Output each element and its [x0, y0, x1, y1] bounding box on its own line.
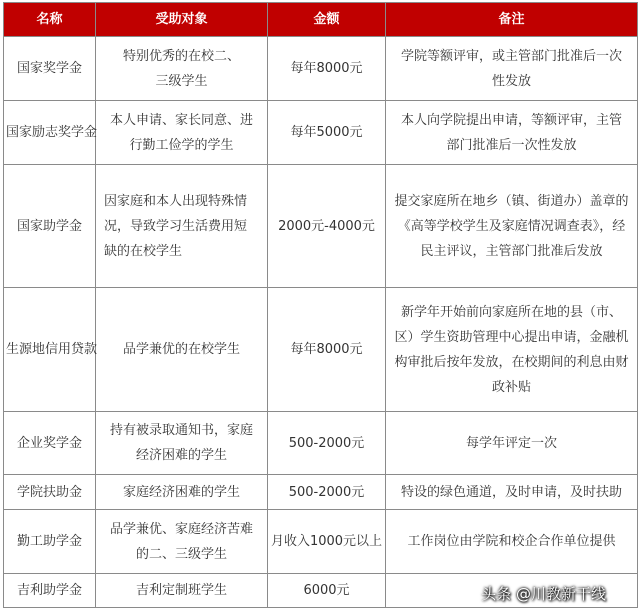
header-name: 名称 — [4, 3, 96, 37]
cell-recipient: 特别优秀的在校二、三级学生 — [96, 37, 268, 101]
cell-recipient: 本人申请、家长同意、进行勤工俭学的学生 — [96, 101, 268, 165]
cell-name: 学院扶助金 — [4, 475, 96, 510]
cell-note: 新学年开始前向家庭所在地的县（市、区）学生资助管理中心提出申请，金融机构审批后按年发放，在校期间的利息由财政补贴 — [386, 288, 638, 412]
cell-note: 工作岗位由学院和校企合作单位提供 — [386, 510, 638, 574]
watermark-label: 头条 @川教新干线 — [481, 585, 606, 603]
cell-recipient: 因家庭和本人出现特殊情况，导致学习生活费用短缺的在校学生 — [96, 165, 268, 288]
table-row — [4, 412, 638, 475]
cell-amount: 500-2000元 — [268, 412, 386, 475]
header-amount: 金额 — [268, 3, 386, 37]
cell-note: 每学年评定一次 — [386, 412, 638, 475]
cell-name: 国家奖学金 — [4, 37, 96, 101]
cell-name: 国家励志奖学金 — [4, 101, 96, 165]
cell-recipient: 品学兼优的在校学生 — [96, 288, 268, 412]
financial-aid-table — [3, 2, 638, 608]
cell-amount: 每年8000元 — [268, 288, 386, 412]
table-row — [4, 510, 638, 574]
table-row — [4, 37, 638, 101]
cell-recipient: 品学兼优、家庭经济苦难的二、三级学生 — [96, 510, 268, 574]
cell-note: 提交家庭所在地乡（镇、街道办）盖章的《高等学校学生及家庭情况调查表》，经民主评议，主管部门批准后发放 — [386, 165, 638, 288]
cell-note: 学院等额评审，或主管部门批准后一次性发放 — [386, 37, 638, 101]
cell-name: 生源地信用贷款 — [4, 288, 96, 412]
cell-name: 勤工助学金 — [4, 510, 96, 574]
cell-amount: 每年8000元 — [268, 37, 386, 101]
cell-amount: 2000元-4000元 — [268, 165, 386, 288]
cell-name: 国家助学金 — [4, 165, 96, 288]
table-row — [4, 475, 638, 510]
cell-recipient: 家庭经济困难的学生 — [96, 475, 268, 510]
header-recipient: 受助对象 — [96, 3, 268, 37]
header-note: 备注 — [386, 3, 638, 37]
table-header-row — [4, 3, 638, 37]
cell-amount: 500-2000元 — [268, 475, 386, 510]
table-row — [4, 288, 638, 412]
cell-name: 企业奖学金 — [4, 412, 96, 475]
cell-amount: 6000元 — [268, 574, 386, 608]
cell-recipient: 持有被录取通知书，家庭经济困难的学生 — [96, 412, 268, 475]
cell-name: 吉利助学金 — [4, 574, 96, 608]
cell-recipient: 吉利定制班学生 — [96, 574, 268, 608]
table-row — [4, 101, 638, 165]
cell-amount: 每年5000元 — [268, 101, 386, 165]
cell-amount: 月收入1000元以上 — [268, 510, 386, 574]
cell-note: 本人向学院提出申请，等额评审，主管部门批准后一次性发放 — [386, 101, 638, 165]
table-row — [4, 165, 638, 288]
cell-note: 特设的绿色通道，及时申请，及时扶助 — [386, 475, 638, 510]
